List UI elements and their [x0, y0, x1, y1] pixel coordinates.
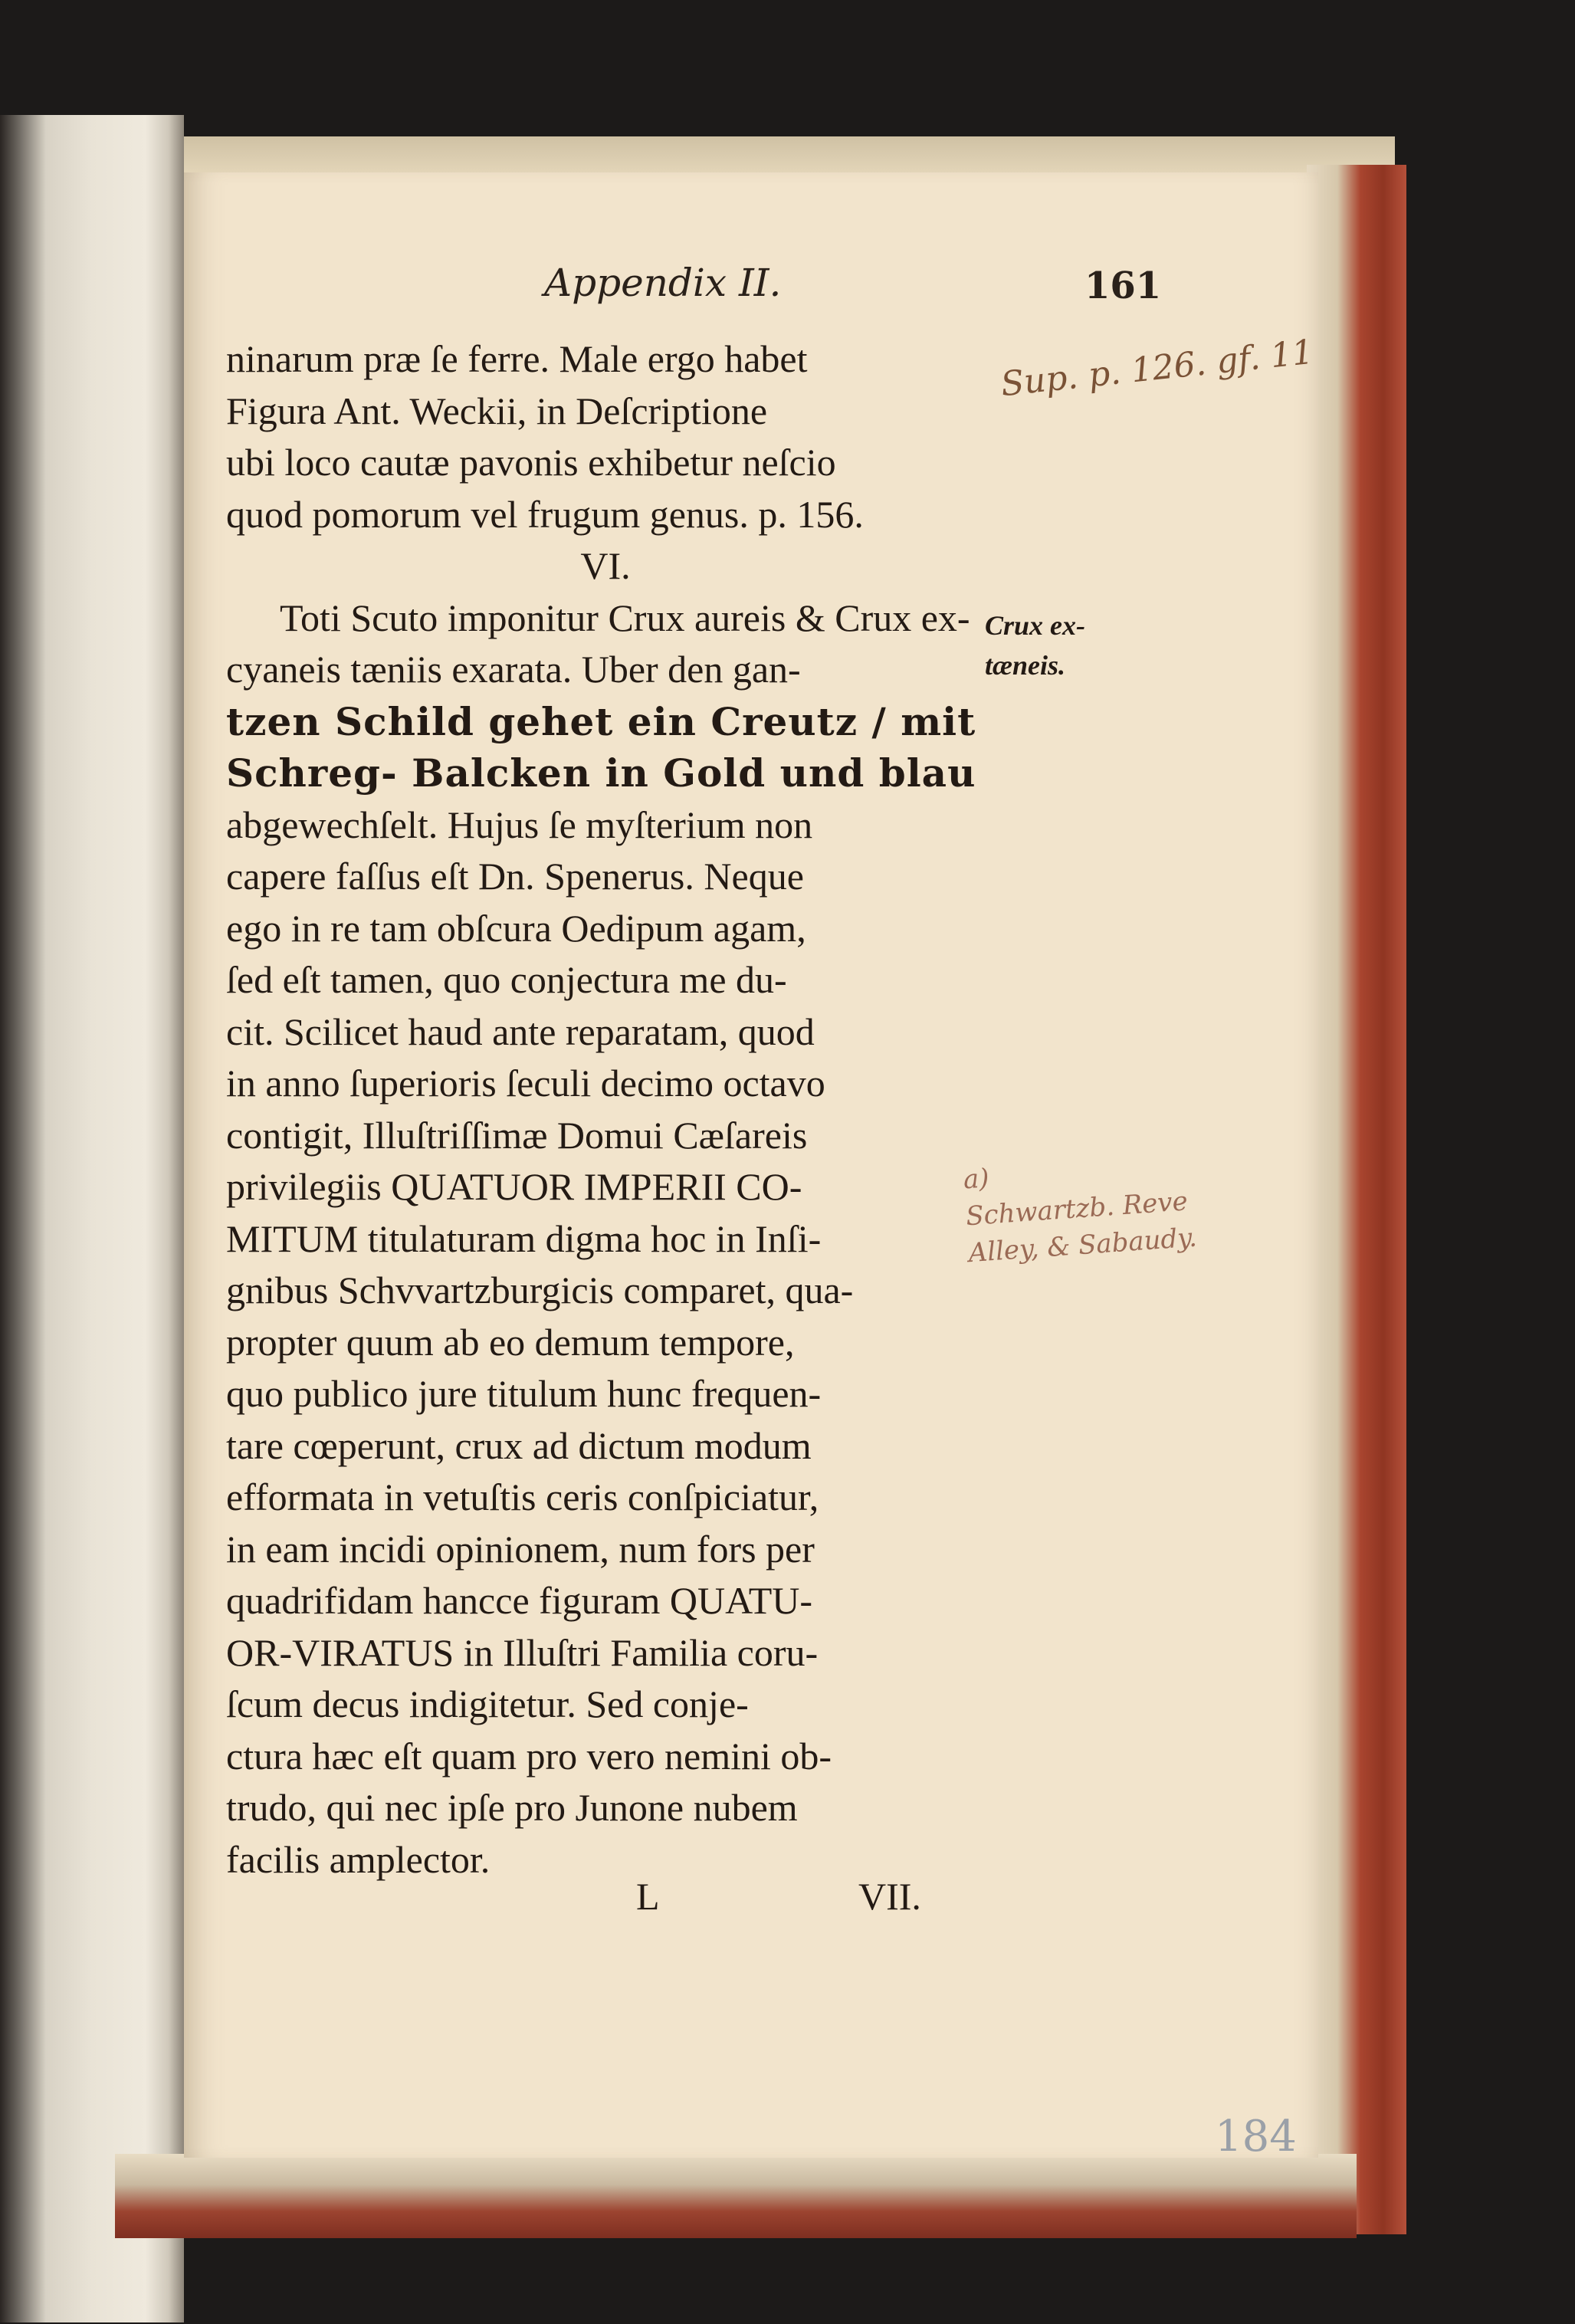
- text-line: tzen Schild gehet ein Creutz / mit: [226, 698, 976, 744]
- text-line: Figura Ant. Weckii, in Deſcriptione: [226, 389, 768, 432]
- running-title: Appendix II.: [544, 261, 782, 305]
- text-line: MITUM titulaturam digma hoc in Inſi-: [226, 1216, 822, 1260]
- text-line: ſed eſt tamen, quo conjectura me du-: [226, 958, 787, 1001]
- bottom-binding-band: [115, 2154, 1357, 2238]
- page-number: 161: [1084, 264, 1162, 307]
- text-line: quadrifidam hancce figuram QUATU-: [226, 1579, 812, 1622]
- text-line: quod pomorum vel frugum genus. p. 156.: [226, 492, 864, 536]
- text-line: in anno ſuperioris ſeculi decimo octavo: [226, 1062, 825, 1105]
- left-page-edge: [0, 115, 184, 2322]
- printed-sidenote: [985, 606, 1085, 685]
- text-line: contigit, Illuſtriſſimæ Domui Cæſareis: [226, 1113, 808, 1157]
- text-line: Schreg- Balcken in Gold und blau: [226, 750, 976, 796]
- handwritten-note-margin: [962, 1146, 1198, 1272]
- text-line: cit. Scilicet haud ante reparatam, quod: [226, 1009, 815, 1053]
- text-line: quo publico jure titulum hunc frequen-: [226, 1372, 822, 1415]
- handwritten-line: a): [962, 1163, 990, 1196]
- top-binding-band: [184, 136, 1395, 175]
- text-line: ctura hæc eſt quam pro vero nemini ob-: [226, 1734, 832, 1777]
- text-line: tare cœperunt, crux ad dictum modum: [226, 1423, 812, 1467]
- text-line: trudo, qui nec ipſe pro Junone nubem: [226, 1786, 798, 1829]
- text-line: Toti Scuto imponitur Crux aureis & Crux ex-: [280, 596, 970, 639]
- text-line: facilis amplector.: [226, 1837, 491, 1881]
- sidenote-line: Crux ex-: [985, 610, 1086, 641]
- text-line: privilegiis QUATUOR IMPERII CO-: [226, 1165, 802, 1208]
- text-line: ubi loco cautæ pavonis exhibetur neſcio: [226, 441, 836, 484]
- text-line: ſcum decus indigitetur. Sed conje-: [226, 1682, 749, 1725]
- text-line: gnibus Schvvartzburgicis comparet, qua-: [226, 1269, 854, 1311]
- book-page: [184, 172, 1318, 2162]
- text-line: OR-VIRATUS in Illuſtri Familia coru-: [226, 1630, 819, 1674]
- page-header: [184, 261, 1318, 314]
- sidenote-line: tæneis.: [985, 650, 1066, 681]
- handwritten-note-top: Sup. p. 126. gf. 11: [999, 332, 1316, 405]
- text-line: ninarum præ ſe ferre. Male ergo habet: [226, 337, 808, 380]
- handwritten-line: Schwartzb. Reve: [964, 1186, 1189, 1233]
- right-cover-edge: [1307, 165, 1406, 2234]
- text-line: ego in re tam obſcura Oedipum agam,: [226, 906, 806, 950]
- text-line: in eam incidi opinionem, num fors per: [226, 1527, 815, 1571]
- text-line: capere faſſus eſt Dn. Spenerus. Neque: [226, 855, 804, 898]
- section-number: VI.: [580, 544, 631, 587]
- library-folio-number: 184: [1215, 2112, 1297, 2162]
- text-line: efformata in vetuſtis ceris conſpiciatur,: [226, 1475, 819, 1518]
- catchword: VII.: [858, 1875, 921, 1918]
- text-line: abgewechſelt. Hujus ſe myſterium non: [226, 803, 813, 846]
- signature-mark: L: [636, 1875, 660, 1918]
- handwritten-line: Alley, & Sabaudy.: [967, 1222, 1198, 1269]
- text-line: cyaneis tæniis exarata. Uber den gan-: [226, 648, 801, 691]
- text-line: propter quum ab eo demum tempore,: [226, 1320, 795, 1364]
- body-text: [226, 333, 1016, 1886]
